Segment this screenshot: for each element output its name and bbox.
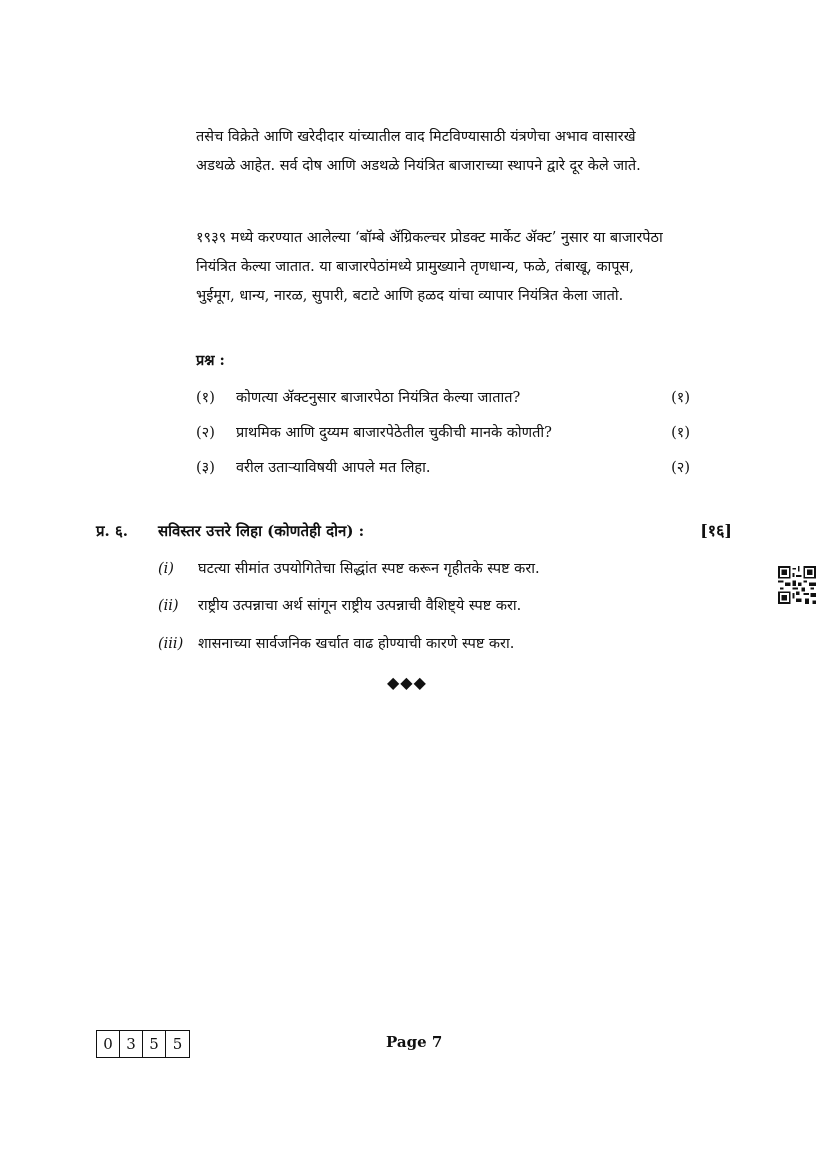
sub-question-marks: (१) [671,390,690,406]
code-digit: 5 [143,1031,166,1057]
option-numeral: (iii) [158,636,184,652]
section-marks: [१६] [700,521,732,540]
sub-question-number: (३) [196,460,215,476]
sub-question-number: (२) [196,425,215,441]
questions-label: प्रश्न : [196,352,225,369]
sub-question-text: वरील उताऱ्याविषयी आपले मत लिहा. [236,460,431,476]
end-separator-diamonds: ◆◆◆ [387,673,427,692]
option-text: शासनाच्या सार्वजनिक खर्चात वाढ होण्याची कारणे स्पष्ट करा. [198,636,515,652]
code-digit: 0 [97,1031,120,1057]
option-numeral: (ii) [158,598,179,614]
sub-question-marks: (२) [671,460,690,476]
sub-question-marks: (१) [671,425,690,441]
page-number: Page 7 [386,1033,443,1051]
code-digit: 5 [172,1035,183,1053]
passage-paragraph-2: १९३९ मध्ये करण्यात आलेल्या ‘बॉम्बे ॲग्रिकल्चर प्रोडक्ट मार्केट ॲक्ट’ नुसार या बाजारपेठा नियंत्रित केल्या जातात. या बाजारपेठांमध्ये प्रामुख्याने तृणधान्य, फळे, तंबाखू, कापूस, भुईमूग, धान्य, नारळ, सुपारी, बटाटे आणि हळद यांचा व्यापार नियंत्रित केला जातो. [196,230,663,304]
sub-question-text: कोणत्या ॲक्टनुसार बाजारपेठा नियंत्रित केल्या जातात? [236,390,521,406]
section-number: प्र. ६. [96,522,129,540]
option-text: राष्ट्रीय उत्पन्नाचा अर्थ सांगून राष्ट्रीय उत्पन्नाची वैशिष्ट्ये स्पष्ट करा. [198,598,522,614]
qr-code-icon [778,566,816,604]
option-text: घटत्या सीमांत उपयोगितेचा सिद्धांत स्पष्ट करून गृहीतके स्पष्ट करा. [198,561,540,577]
sub-question-2 [196,421,690,445]
sub-question-3 [196,456,690,480]
option-numeral: (i) [158,561,174,577]
paper-code-box [96,1030,190,1058]
passage-paragraph-1: तसेच विक्रेते आणि खरेदीदार यांच्यातील वाद मिटविण्यासाठी यंत्रणेचा अभाव वासारखे अडथळे आहेत. सर्व दोष आणि अडथळे नियंत्रित बाजाराच्या स्थापने द्वारे दूर केले जाते. [196,129,641,174]
sub-question-1 [196,386,690,410]
section-title: सविस्तर उत्तरे लिहा (कोणतेही दोन) : [158,522,365,540]
section-6-option-3 [158,632,678,656]
section-6-option-1 [158,557,678,581]
section-6-option-2 [158,594,678,618]
sub-question-text: प्राथमिक आणि दुय्यम बाजारपेठेतील चुकीची मानके कोणती? [236,425,552,441]
code-digit: 3 [120,1031,143,1057]
section-6-heading [96,519,732,543]
sub-question-number: (१) [196,390,215,406]
